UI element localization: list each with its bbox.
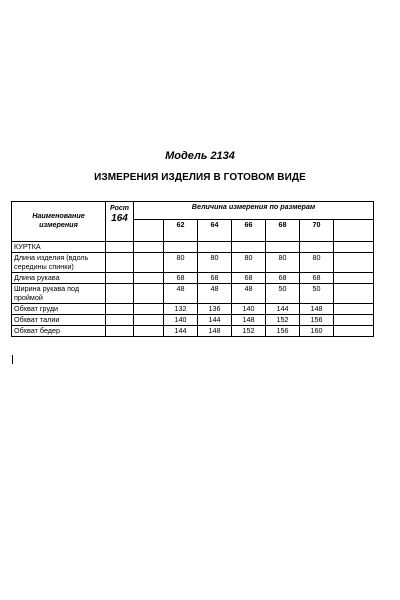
size-header-cell: 70	[300, 220, 334, 242]
table-row	[12, 284, 374, 304]
measure-value: 160	[300, 326, 334, 337]
measure-value: 152	[232, 326, 266, 337]
rost-label: Рост	[110, 205, 129, 212]
measure-value	[334, 273, 374, 284]
measure-value: 148	[198, 326, 232, 337]
table-row	[12, 273, 374, 284]
measure-value: 148	[300, 304, 334, 315]
size-header-cell: 64	[198, 220, 232, 242]
measurements-table	[11, 201, 374, 337]
measure-value: 148	[232, 315, 266, 326]
measure-value	[334, 315, 374, 326]
measure-value: 140	[232, 304, 266, 315]
size-header-cell: 62	[164, 220, 198, 242]
measure-value: 50	[300, 284, 334, 304]
measure-value	[334, 284, 374, 304]
measure-name: Длина изделия (вдоль середины спинки)	[12, 253, 106, 273]
measure-value	[334, 326, 374, 337]
measure-value: 48	[198, 284, 232, 304]
measure-value: 136	[198, 304, 232, 315]
measure-value: 80	[300, 253, 334, 273]
measure-value: 156	[266, 326, 300, 337]
measure-name: Обхват груди	[12, 304, 106, 315]
measure-value: 48	[232, 284, 266, 304]
size-header-cell	[334, 220, 374, 242]
measure-value: 152	[266, 315, 300, 326]
table-row	[12, 253, 374, 273]
measure-value: 50	[266, 284, 300, 304]
text-cursor	[12, 355, 13, 364]
measure-name: Обхват талии	[12, 315, 106, 326]
section-row	[12, 242, 374, 253]
measure-value: 156	[300, 315, 334, 326]
measure-name: Обхват бедер	[12, 326, 106, 337]
measure-value: 68	[266, 273, 300, 284]
measure-value: 68	[232, 273, 266, 284]
table-row	[12, 326, 374, 337]
measure-value: 68	[164, 273, 198, 284]
measure-value: 80	[164, 253, 198, 273]
size-header-cell: 66	[232, 220, 266, 242]
table-row	[12, 304, 374, 315]
measure-value: 80	[266, 253, 300, 273]
rost-value: 164	[111, 213, 128, 224]
measure-value: 140	[164, 315, 198, 326]
table-row	[12, 315, 374, 326]
header-name-cell: Наименование измерения	[12, 202, 106, 242]
measure-name: Длина рукава	[12, 273, 106, 284]
measure-value: 144	[164, 326, 198, 337]
document-title: ИЗМЕРЕНИЯ ИЗДЕЛИЯ В ГОТОВОМ ВИДЕ	[94, 172, 306, 183]
header-row-top	[12, 202, 374, 220]
measure-value: 80	[232, 253, 266, 273]
measure-value: 144	[198, 315, 232, 326]
section-label: КУРТКА	[12, 242, 106, 253]
measure-value: 68	[300, 273, 334, 284]
header-rost-cell	[106, 202, 134, 242]
measure-value: 80	[198, 253, 232, 273]
measure-value: 144	[266, 304, 300, 315]
measure-value: 68	[198, 273, 232, 284]
size-header-cell: 68	[266, 220, 300, 242]
size-blank-cell	[134, 220, 164, 242]
measure-value	[334, 304, 374, 315]
measure-value	[334, 253, 374, 273]
header-measure-cell: Величина измерения по размерам	[134, 202, 374, 220]
measure-name: Ширина рукава под проймой	[12, 284, 106, 304]
model-title: Модель 2134	[165, 150, 235, 162]
measure-value: 48	[164, 284, 198, 304]
measure-value: 132	[164, 304, 198, 315]
